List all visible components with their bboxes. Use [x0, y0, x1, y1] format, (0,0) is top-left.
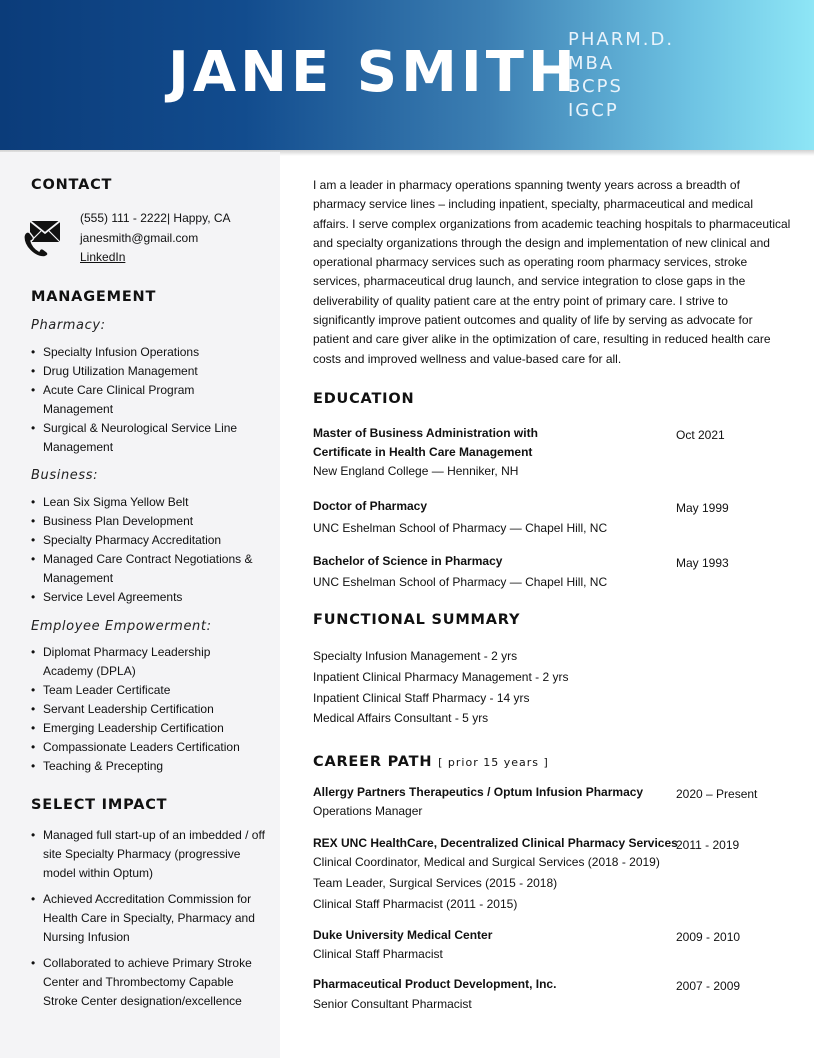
contact-email[interactable]: janesmith@gmail.com	[80, 231, 199, 245]
role: Team Leader, Surgical Services (2015 - 2018)	[313, 876, 558, 890]
education-date: Oct 2021	[676, 428, 725, 442]
school: UNC Eshelman School of Pharmacy — Chapel Hill, NC	[313, 575, 608, 589]
list-item: • Service Level Agreements	[31, 588, 271, 607]
management-list	[31, 343, 271, 457]
credential: IGCP	[568, 99, 619, 121]
credential: PHARM.D.	[568, 29, 675, 50]
education-heading: EDUCATION	[313, 391, 415, 407]
education-date: May 1999	[676, 501, 729, 515]
role: Operations Manager	[313, 804, 423, 818]
professional-summary: I am a leader in pharmacy operations spanning twenty years across a breadth of pharmacy service lines – including inpatient, specialty, pharmaceutical and medical affairs. I serve complex organizations from academic teaching hospitals to pharmaceutical and specialty organizations through the design and implementation of new clinical and operational pharmacy services such as operating room pharmacy services, stroke services, pharmaceutical drug launch, and service integration to close gaps in the deliverability of quality patient care at the entry point of primary care. I strive to significantly improve patient outcomes and quality of life by serving as advocate for patient and care giver alike in the optimization of care, resulting in reduced health care costs and improved wellness and value-based care for all.	[313, 178, 791, 366]
degree-title: Certificate in Health Care Management	[313, 445, 533, 459]
education-date: May 1993	[676, 556, 729, 570]
list-item: • Specialty Pharmacy Accreditation	[31, 531, 271, 550]
list-item: • Diplomat Pharmacy Leadership Academy (DPLA)	[31, 643, 226, 681]
list-item: • Compassionate Leaders Certification	[31, 738, 271, 757]
envelope-phone-icon	[22, 218, 64, 258]
management-group-title: Pharmacy:	[31, 318, 106, 333]
list-item: • Drug Utilization Management	[31, 362, 271, 381]
role: Senior Consultant Pharmacist	[313, 997, 472, 1011]
management-list	[31, 643, 271, 776]
list-item: • Teaching & Precepting	[31, 757, 271, 776]
career-subheading: [ prior 15 years ]	[438, 756, 549, 769]
list-item: • Managed full start-up of an imbedded / off site Specialty Pharmacy (progressive model within Optum)	[31, 826, 266, 883]
list-item: • Business Plan Development	[31, 512, 271, 531]
list-item: • Achieved Accreditation Commission for Health Care in Specialty, Pharmacy and Nursing Infusion	[31, 890, 266, 947]
degree-title: Bachelor of Science in Pharmacy	[313, 554, 503, 568]
management-list	[31, 493, 271, 607]
role: Clinical Staff Pharmacist (2011 - 2015)	[313, 897, 518, 911]
employer: REX UNC HealthCare, Decentralized Clinical Pharmacy Services	[313, 836, 678, 850]
list-item: • Servant Leadership Certification	[31, 700, 271, 719]
employer: Pharmaceutical Product Development, Inc.	[313, 977, 557, 991]
career-date: 2007 - 2009	[676, 979, 741, 993]
role: Clinical Staff Pharmacist	[313, 947, 443, 961]
credentials	[568, 28, 674, 122]
management-heading: MANAGEMENT	[31, 289, 157, 305]
list-item: • Emerging Leadership Certification	[31, 719, 271, 738]
list-item: • Team Leader Certificate	[31, 681, 271, 700]
list-item: • Collaborated to achieve Primary Stroke Center and Thrombectomy Capable Stroke Center designation/excellence	[31, 954, 266, 1011]
candidate-name: JANE SMITH	[168, 40, 579, 105]
employer: Allergy Partners Therapeutics / Optum Infusion Pharmacy	[313, 785, 644, 799]
functional-item: Specialty Infusion Management - 2 yrs	[313, 649, 518, 663]
list-item: • Surgical & Neurological Service Line Management	[31, 419, 246, 457]
school: New England College — Henniker, NH	[313, 464, 519, 478]
credential: BCPS	[568, 76, 623, 97]
degree-title: Master of Business Administration with	[313, 426, 538, 440]
career-date: 2020 – Present	[676, 787, 758, 801]
degree-title: Doctor of Pharmacy	[313, 499, 428, 513]
list-item: • Lean Six Sigma Yellow Belt	[31, 493, 271, 512]
functional-item: Inpatient Clinical Staff Pharmacy - 14 yrs	[313, 691, 530, 705]
role: Clinical Coordinator, Medical and Surgical Services (2018 - 2019)	[313, 855, 660, 869]
contact-heading: CONTACT	[31, 177, 113, 193]
functional-item: Medical Affairs Consultant - 5 yrs	[313, 711, 489, 725]
list-item: • Specialty Infusion Operations	[31, 343, 271, 362]
credential: MBA	[568, 52, 615, 74]
list-item: • Managed Care Contract Negotiations & Management	[31, 550, 269, 588]
list-item: • Acute Care Clinical Program Management	[31, 381, 216, 419]
management-group-title: Employee Empowerment:	[31, 619, 212, 634]
functional-heading: FUNCTIONAL SUMMARY	[313, 612, 521, 628]
functional-item: Inpatient Clinical Pharmacy Management - 2 yrs	[313, 670, 569, 684]
career-date: 2011 - 2019	[676, 838, 740, 852]
career-date: 2009 - 2010	[676, 930, 741, 944]
school: UNC Eshelman School of Pharmacy — Chapel Hill, NC	[313, 521, 608, 535]
employer: Duke University Medical Center	[313, 928, 493, 942]
impact-list	[31, 826, 266, 1018]
career-heading	[313, 754, 549, 770]
career-heading-text: CAREER PATH	[313, 754, 433, 770]
impact-heading: SELECT IMPACT	[31, 797, 168, 813]
management-group-title: Business:	[31, 468, 99, 483]
linkedin-link[interactable]: LinkedIn	[80, 250, 126, 264]
contact-phone-location: (555) 111 - 2222| Happy, CA	[80, 211, 231, 225]
